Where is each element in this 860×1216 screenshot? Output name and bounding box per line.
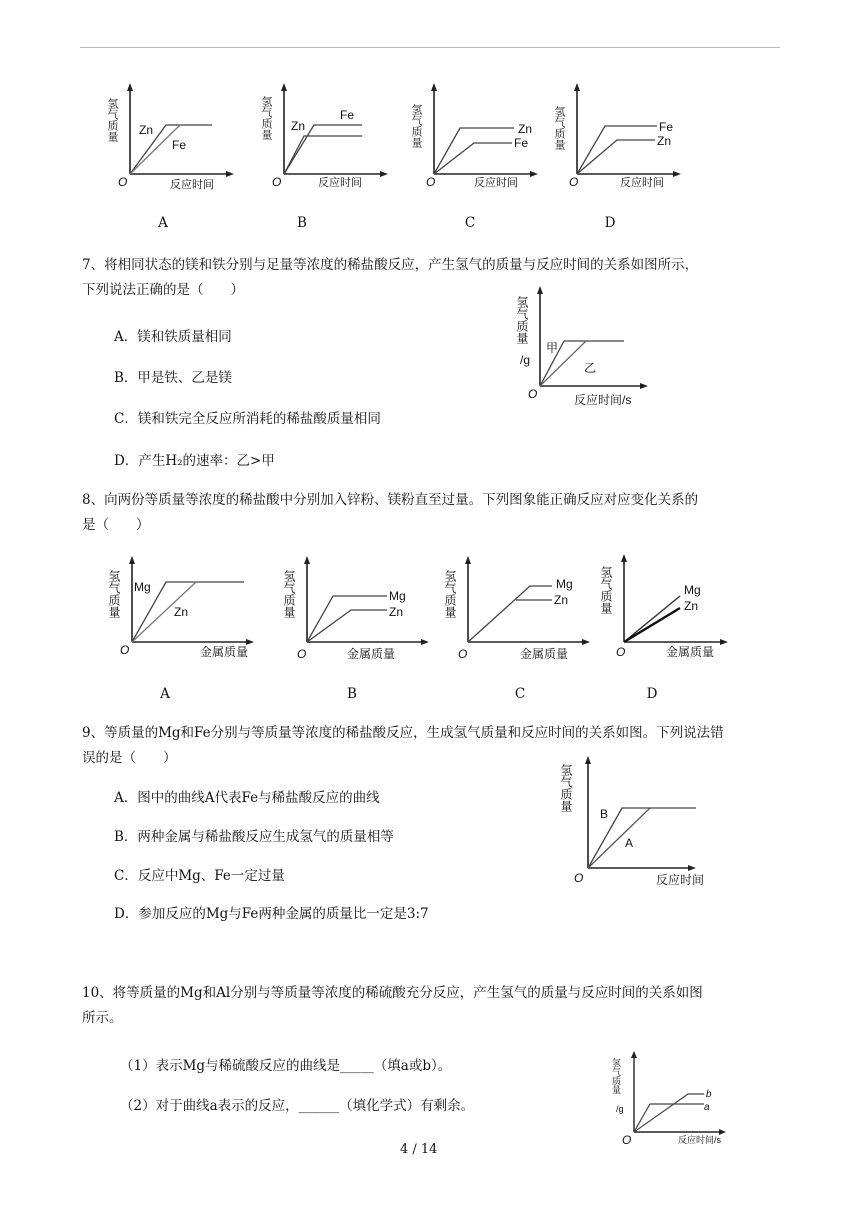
series-label-2: Zn — [684, 599, 699, 613]
ylabel: 氢气质量 — [410, 104, 422, 148]
q8-graph-a — [107, 560, 260, 665]
page-number: 4 / 14 — [400, 1142, 438, 1157]
q9-option-a: A．图中的曲线A代表Fe与稀盐酸反应的曲线 — [114, 790, 380, 806]
xlabel: 金属质量 — [520, 647, 569, 661]
q9-option-d: D．参加反应的Mg与Fe两种金属的质量比一定是3:7 — [114, 906, 429, 922]
xlabel: 金属质量 — [347, 647, 396, 661]
ylabel: 氢气质量 — [559, 764, 573, 812]
q9-option-c: C．反应中Mg、Fe一定过量 — [114, 868, 285, 884]
q6-graph-c — [412, 88, 542, 196]
series-line-1 — [577, 126, 657, 174]
q7-option-a: A．镁和铁质量相同 — [114, 329, 232, 345]
q8-graph-d — [599, 556, 752, 661]
series-label-1: Mg — [389, 589, 406, 603]
ylabel: 氢气质量 — [515, 296, 529, 344]
q9-graph — [560, 758, 720, 888]
series-line-a — [634, 1104, 704, 1132]
series-label-2: Zn — [554, 593, 569, 607]
xlabel: 反应时间 — [474, 177, 518, 189]
q9-stem-line2: 误的是（ ） — [82, 750, 177, 766]
ylabel: 氢气质量 — [599, 566, 613, 614]
q8-stem-line2: 是（ ） — [82, 517, 150, 533]
series-line-2 — [307, 610, 387, 642]
series-line-2 — [588, 808, 650, 868]
series-label-1: Zn — [518, 122, 533, 136]
origin-label: O — [528, 387, 538, 401]
xlabel: 反应时间 — [656, 873, 705, 887]
origin-label: O — [120, 643, 130, 657]
origin-label: O — [616, 645, 626, 659]
yunit: /g — [520, 353, 531, 367]
series-label-1: Mg — [134, 580, 151, 594]
xlabel: 反应时间/s — [574, 393, 632, 407]
xlabel: 反应时间 — [170, 179, 214, 191]
xlabel: 反应时间/s — [678, 1135, 722, 1145]
q6-graph-a — [108, 88, 238, 196]
q6-caption-c: C — [464, 215, 476, 231]
series-label-1: Mg — [556, 577, 573, 591]
origin-label: O — [297, 647, 307, 661]
origin-label: O — [458, 647, 468, 661]
q8-caption-a: A — [160, 686, 170, 702]
q8-graph-b — [282, 560, 435, 665]
q9-option-b: B．两种金属与稀盐酸反应生成氢气的质量相等 — [114, 829, 394, 845]
series-label-2: 乙 — [584, 361, 597, 375]
yunit: /g — [616, 1104, 624, 1114]
series-label-2: Zn — [657, 134, 672, 148]
series-label-a: a — [704, 1102, 710, 1113]
q7-stem-line1: 7、将相同状态的镁和铁分别与足量等浓度的稀盐酸反应，产生氢气的质量与反应时间的关系如图所示， — [82, 257, 699, 273]
series-line-1 — [624, 596, 680, 642]
header-rule — [80, 47, 780, 48]
series-label-1: 甲 — [546, 341, 559, 355]
q10-subquestion-2: （2）对于曲线a表示的反应，______（填化学式）有剩余。 — [120, 1098, 475, 1114]
q8-caption-b: B — [347, 686, 357, 702]
q8-graph-c — [443, 560, 598, 665]
q10-stem-line1: 10、将等质量的Mg和Al分别与等质量等浓度的稀硫酸充分反应，产生氢气的质量与反应时间的关系如图 — [82, 985, 703, 1001]
q9-stem-line1: 9、等质量的Mg和Fe分别与等质量等浓度的稀盐酸反应，生成氢气质量和反应时间的关系如图。下列说法错 — [82, 725, 724, 741]
q10-graph — [612, 1052, 742, 1148]
q7-option-d: D．产生H₂的速率：乙>甲 — [114, 453, 275, 469]
series-line-1 — [307, 596, 387, 642]
q7-stem-line2: 下列说法正确的是（ ） — [82, 282, 244, 298]
origin-label: O — [426, 175, 436, 189]
series-label-1: Zn — [291, 119, 306, 133]
ylabel: 氢气质量 — [443, 570, 457, 618]
q6-caption-a: A — [158, 215, 168, 231]
ylabel: 氢气质量 — [260, 96, 272, 140]
series-label-1: Fe — [659, 120, 674, 134]
series-label-1: Mg — [684, 583, 701, 597]
series-label-2: Zn — [174, 605, 189, 619]
q8-stem-line1: 8、向两份等质量等浓度的稀盐酸中分别加入锌粉、镁粉直至过量。下列图象能正确反应对应变化关系的 — [82, 492, 699, 508]
q7-option-c: C．镁和铁完全反应所消耗的稀盐酸质量相同 — [114, 411, 381, 427]
series-line-2 — [434, 143, 512, 174]
q6-graph-d — [555, 88, 685, 196]
series-line-1 — [434, 128, 514, 174]
series-label-1: Zn — [139, 123, 154, 137]
q10-subquestion-1: （1）表示Mg与稀硫酸反应的曲线是_____（填a或b）。 — [120, 1058, 452, 1074]
xlabel: 反应时间 — [620, 177, 664, 189]
series-label-1: B — [600, 807, 609, 821]
origin-label: O — [622, 1133, 632, 1147]
q6-caption-d: D — [604, 215, 616, 231]
ylabel: 氢气质量 — [611, 1058, 621, 1094]
q6-graph-b — [262, 88, 392, 196]
origin-label: O — [272, 175, 282, 189]
xlabel: 反应时间 — [318, 177, 362, 189]
series-label-2: Fe — [340, 108, 355, 122]
series-line-1 — [468, 586, 552, 642]
q6-caption-b: B — [297, 215, 307, 231]
series-label-2: A — [625, 836, 634, 850]
origin-label: O — [569, 175, 579, 189]
ylabel: 氢气质量 — [553, 106, 565, 150]
ylabel: 氢气质量 — [107, 570, 121, 618]
series-label-2: Fe — [514, 136, 529, 150]
series-label-2: Zn — [389, 605, 404, 619]
ylabel: 氢气质量 — [106, 98, 118, 142]
q8-caption-c: C — [514, 686, 526, 702]
series-line-2 — [624, 608, 680, 642]
ylabel: 氢气质量 — [282, 570, 296, 618]
q10-stem-line2: 所示。 — [82, 1010, 123, 1026]
origin-label: O — [118, 175, 128, 189]
xlabel: 金属质量 — [200, 645, 249, 659]
q8-caption-d: D — [646, 686, 658, 702]
series-label-2: Fe — [172, 138, 187, 152]
origin-label: O — [574, 871, 584, 885]
q7-option-b: B．甲是铁、乙是镁 — [114, 370, 232, 386]
xlabel: 金属质量 — [666, 645, 715, 659]
series-label-b: b — [706, 1089, 712, 1100]
q7-graph — [516, 290, 676, 410]
series-line-2 — [577, 140, 655, 174]
